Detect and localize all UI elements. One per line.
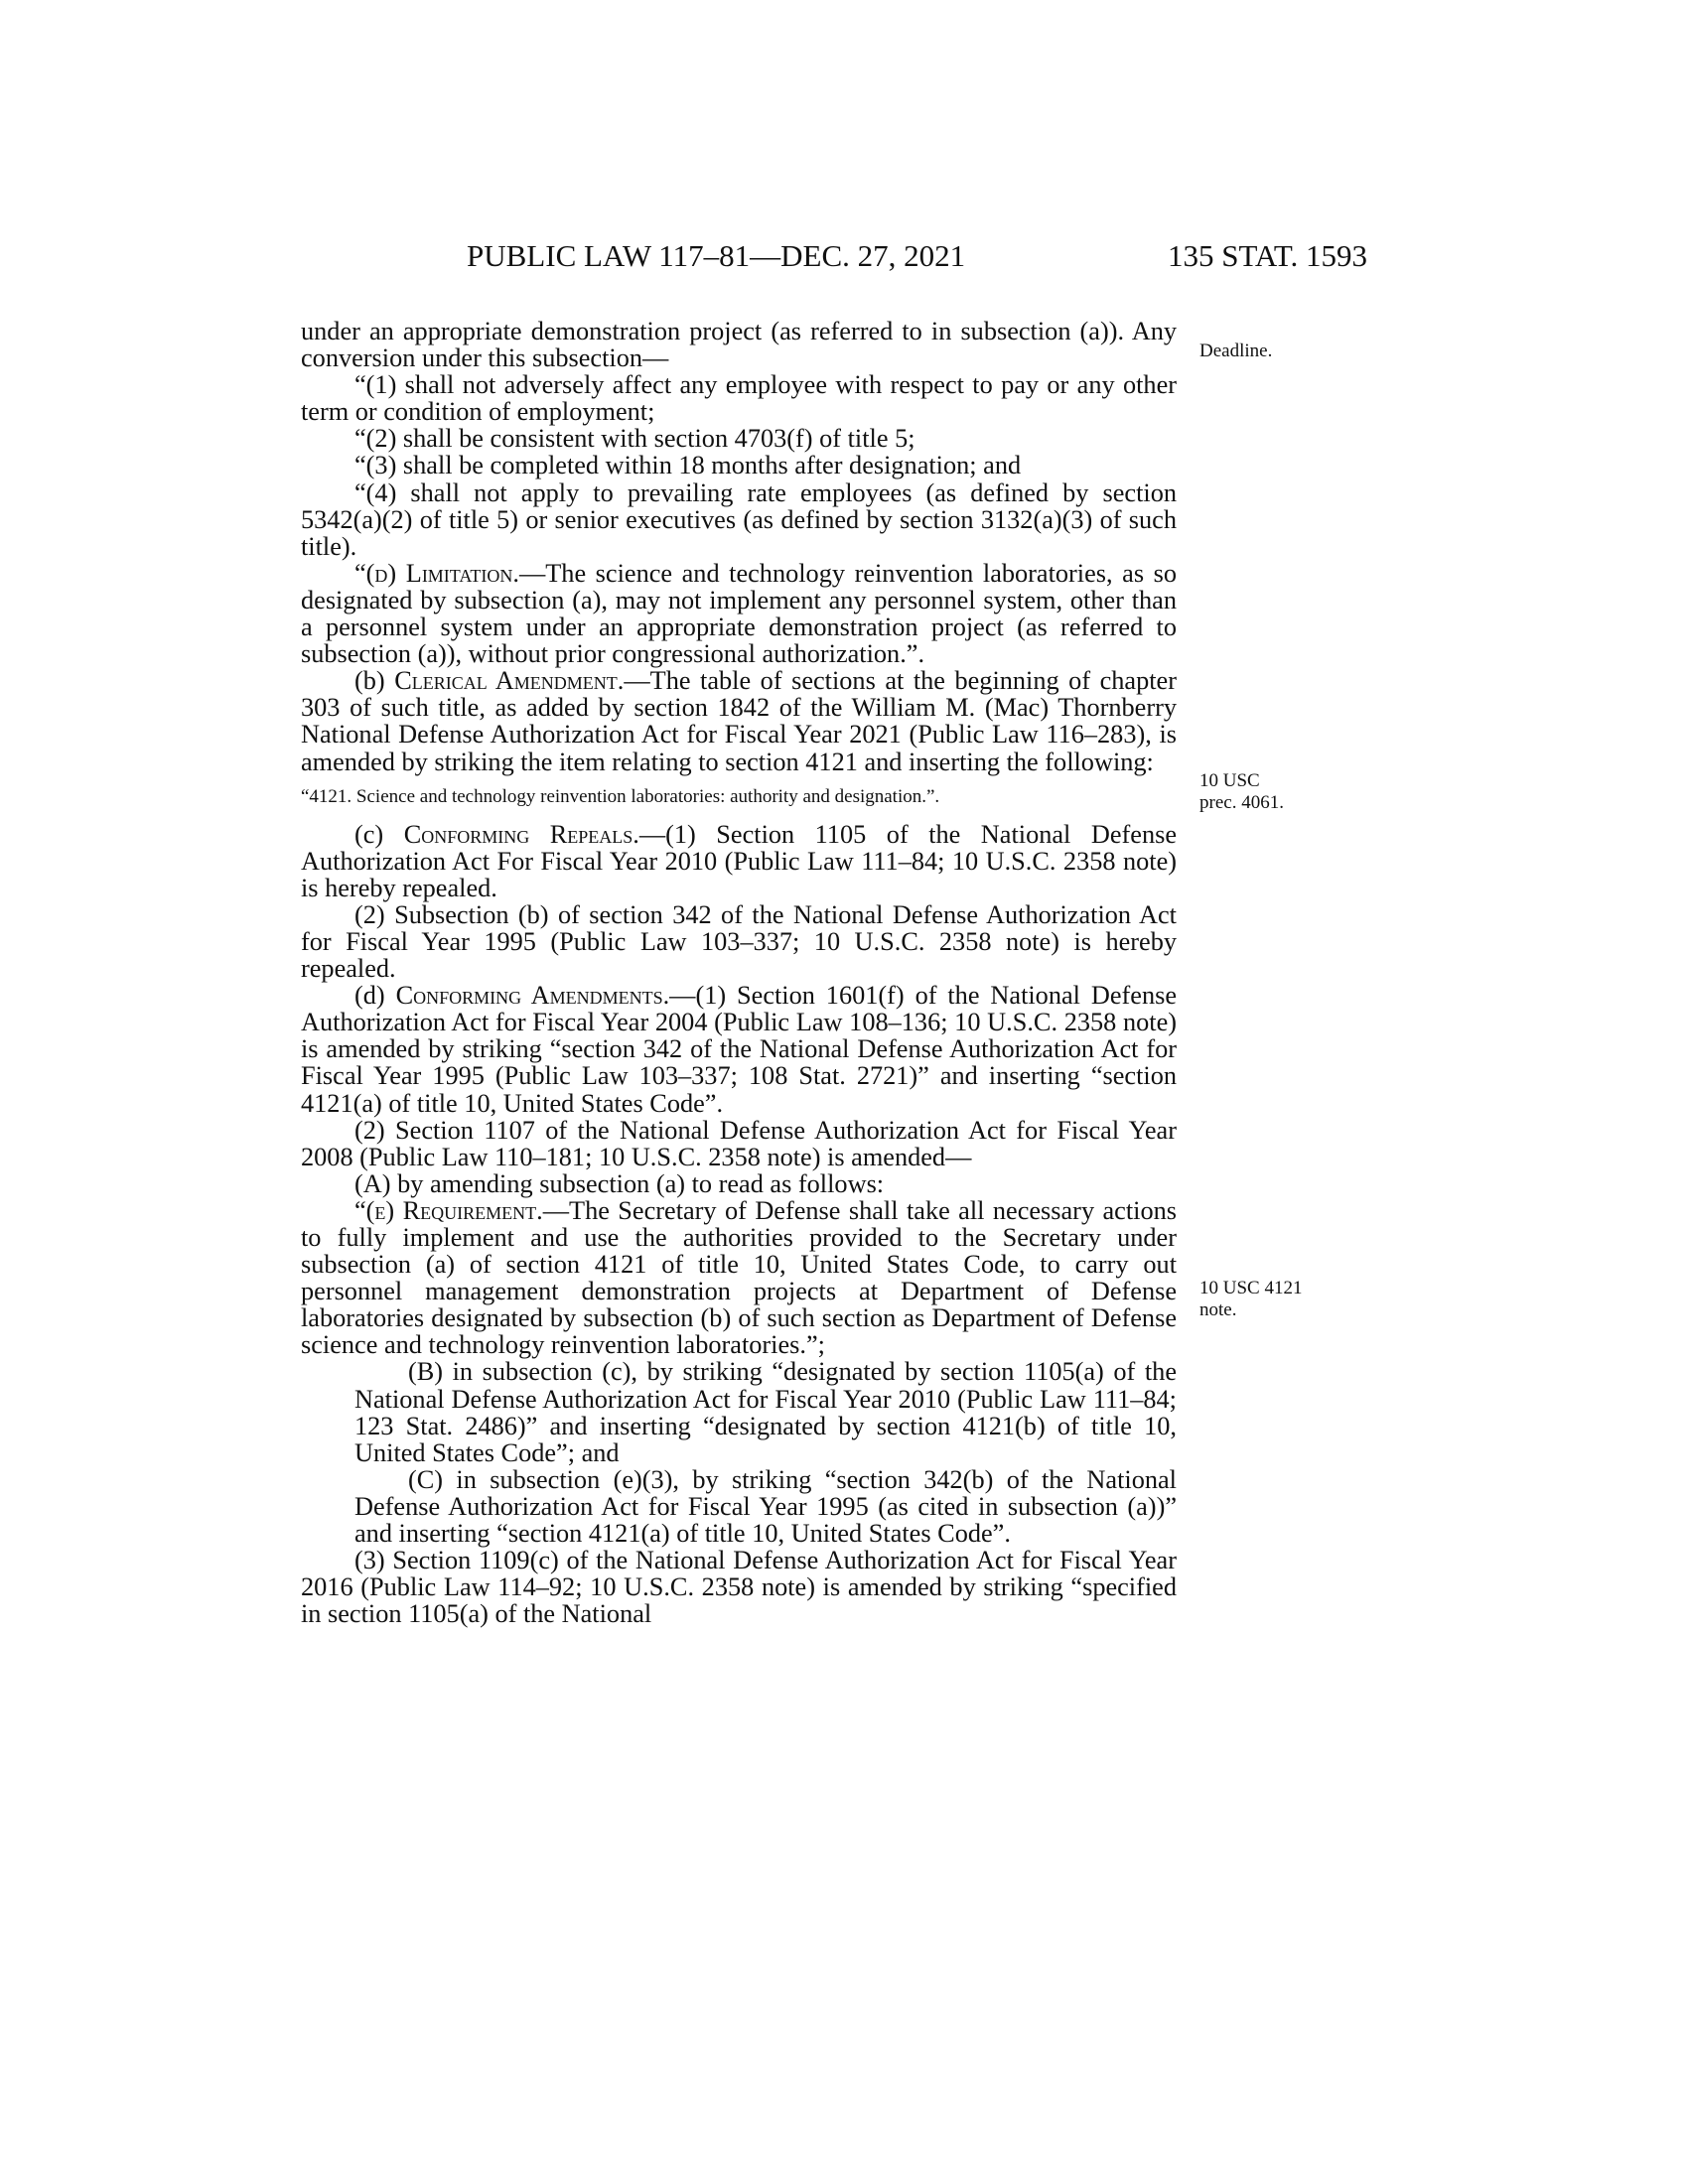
page-header [467, 238, 1367, 282]
paragraph-item-1: “(1) shall not adversely affect any employee with respect to pay or any other term or condition of employment; [301, 370, 1177, 427]
margin-note-usc-prec [1199, 770, 1338, 814]
margin-note-usc-prec-line2: prec. 4061. [1199, 792, 1284, 813]
paragraph-item-3: “(3) shall be completed within 18 months after designation; and [354, 451, 1022, 480]
heading-limitation: “(d) Limitation. [354, 558, 519, 588]
paragraph-repeal-2: (2) Subsection (b) of section 342 of the National Defense Authorization Act for Fiscal Year 1995 (Public Law 103–337; 10 U.S.C. 2358 note) is hereby repealed. [301, 899, 1177, 984]
paragraph-requirement [301, 1197, 1177, 1359]
margin-note-usc-4121-line1: 10 USC 4121 [1199, 1278, 1303, 1298]
paragraph-limitation [301, 560, 1177, 667]
paragraph-clerical-amendment [301, 667, 1177, 774]
table-of-sections-item: “4121. Science and technology reinvention laboratories: authority and designation.”. [301, 785, 940, 807]
text-limitation: —The science and technology reinvention laboratories, as so designated by subsection (a), may not implement any personnel system, other than a personnel system under an appropriate demonstration project (as referred to subsection (a)), without prior congressional authorization.”. [301, 558, 1178, 669]
paragraph-continuation: under an appropriate demonstration project (as referred to in subsection (a)). Any conversion under this subsection— [301, 317, 1177, 373]
text-conforming-amendments: —(1) Section 1601(f) of the National Defense Authorization Act for Fiscal Year 2004 (Public Law 108–136; 10 U.S.C. 2358 note) is amended by striking “section 342 of the National Defense Authorization Act for Fiscal Year 1995 (Public Law 103–337; 108 Stat. 2721)” and inserting “section 4121(a) of title 10, United States Code”. [301, 981, 1177, 1118]
heading-clerical-amendment: Clerical Amendment. [394, 666, 625, 696]
margin-note-deadline-text: Deadline. [1199, 341, 1273, 361]
margin-note-usc-prec-line1: 10 USC [1199, 770, 1260, 791]
margin-note-usc-4121 [1199, 1278, 1338, 1321]
paragraph-item-4: “(4) shall not apply to prevailing rate employees (as defined by section 5342(a)(2) of title 5) or senior executives (as defined by section 3132(a)(3) of such title). [301, 478, 1177, 561]
num-clerical: (b) [354, 666, 395, 696]
paragraph-amendment-2c: (C) in subsection (e)(3), by striking “section 342(b) of the National Defense Authorization Act for Fiscal Year 1995 (as cited in subsection (a))” and inserting “section 4121(a) of title 10, United States Code”. [354, 1464, 1177, 1549]
paragraph-amendment-2b: (B) in subsection (c), by striking “designated by section 1105(a) of the National Defense Authorization Act for Fiscal Year 2010 (Public Law 111–84; 123 Stat. 2486)” and inserting “designated by section 4121(b) of title 10, United States Code”; and [354, 1357, 1177, 1467]
num-amendments: (d) [354, 981, 396, 1011]
margin-note-deadline [1199, 341, 1338, 362]
text-conforming-repeals: —(1) Section 1105 of the National Defense Authorization Act For Fiscal Year 2010 (Public Law 111–84; 10 U.S.C. 2358 note) is hereby repealed. [301, 819, 1177, 902]
stat-page-citation: 135 STAT. 1593 [1167, 238, 1367, 273]
running-head: PUBLIC LAW 117–81—DEC. 27, 2021 [467, 238, 966, 273]
paragraph-amendment-2: (2) Section 1107 of the National Defense Authorization Act for Fiscal Year 2008 (Public Law 110–181; 10 U.S.C. 2358 note) is amended— [301, 1115, 1177, 1171]
paragraph-amendment-3: (3) Section 1109(c) of the National Defense Authorization Act for Fiscal Year 2016 (Public Law 114–92; 10 U.S.C. 2358 note) is amended by striking “specified in section 1105(a) of the National [301, 1546, 1177, 1629]
statute-body [301, 318, 1177, 1627]
paragraph-conforming-repeals [301, 821, 1177, 901]
text-clerical-amendment: —The table of sections at the beginning of chapter 303 of such title, as added by section 1842 of the William M. (Mac) Thornberry National Defense Authorization Act for Fiscal Year 2021 (Public Law 116–283), is amended by striking the item relating to section 4121 and inserting the following: [301, 666, 1177, 776]
paragraph-conforming-amendments [301, 982, 1177, 1116]
paragraph-item-2: “(2) shall be consistent with section 4703(f) of title 5; [354, 424, 915, 454]
margin-note-usc-4121-line2: note. [1199, 1299, 1237, 1320]
text-requirement: —The Secretary of Defense shall take all necessary actions to fully implement and use the authorities provided to the Secretary under subsection (a) of section 4121 of title 10, United States Code, to carry out personnel management demonstration projects at Department of Defense laboratories designated by subsection (b) of such section as Department of Defense science and technology reinvention laboratories.”; [301, 1195, 1177, 1360]
heading-requirement: “(e) Requirement. [354, 1195, 543, 1225]
heading-conforming-repeals: Conforming Repeals. [403, 819, 639, 849]
num-repeals: (c) [354, 819, 404, 849]
paragraph-amendment-2a: (A) by amending subsection (a) to read as follows: [354, 1168, 885, 1198]
heading-conforming-amendments: Conforming Amendments. [395, 981, 670, 1011]
